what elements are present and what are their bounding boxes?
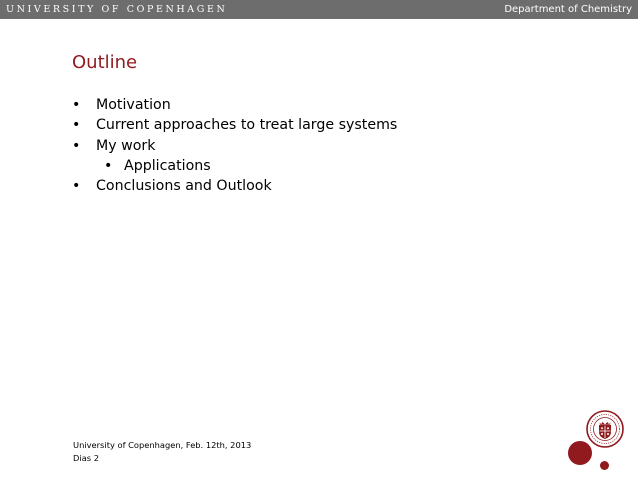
slide-title: Outline	[72, 52, 138, 73]
bullet-icon: •	[72, 97, 81, 113]
decorative-dot-small-icon	[600, 461, 609, 470]
bullet-icon: •	[72, 117, 81, 134]
bullet-text: Applications	[124, 157, 211, 174]
footer-institution-date: University of Copenhagen, Feb. 12th, 2013	[73, 440, 252, 450]
decorative-dot-large-icon	[568, 441, 592, 465]
bullet-item-my-work	[72, 136, 552, 156]
university-seal-icon	[586, 410, 624, 448]
bullet-text: Motivation	[96, 97, 171, 113]
bullet-text: My work	[96, 137, 156, 154]
footer-slide-number: Dias 2	[73, 453, 100, 463]
bullet-icon: •	[104, 157, 113, 174]
bullet-icon: •	[72, 137, 81, 154]
university-name: UNIVERSITY OF COPENHAGEN	[6, 4, 228, 15]
bullet-item-applications	[72, 156, 552, 176]
bullet-text: Current approaches to treat large systems	[96, 117, 398, 134]
department-name: Department of Chemistry	[504, 4, 632, 15]
bullet-item-conclusions	[72, 176, 552, 196]
header-bar	[0, 0, 638, 19]
bullet-list	[72, 95, 552, 196]
bullet-text: Conclusions and Outlook	[96, 178, 272, 195]
bullet-item-current-approaches	[72, 115, 552, 135]
bullet-item-motivation	[72, 95, 552, 115]
bullet-icon: •	[72, 178, 81, 195]
